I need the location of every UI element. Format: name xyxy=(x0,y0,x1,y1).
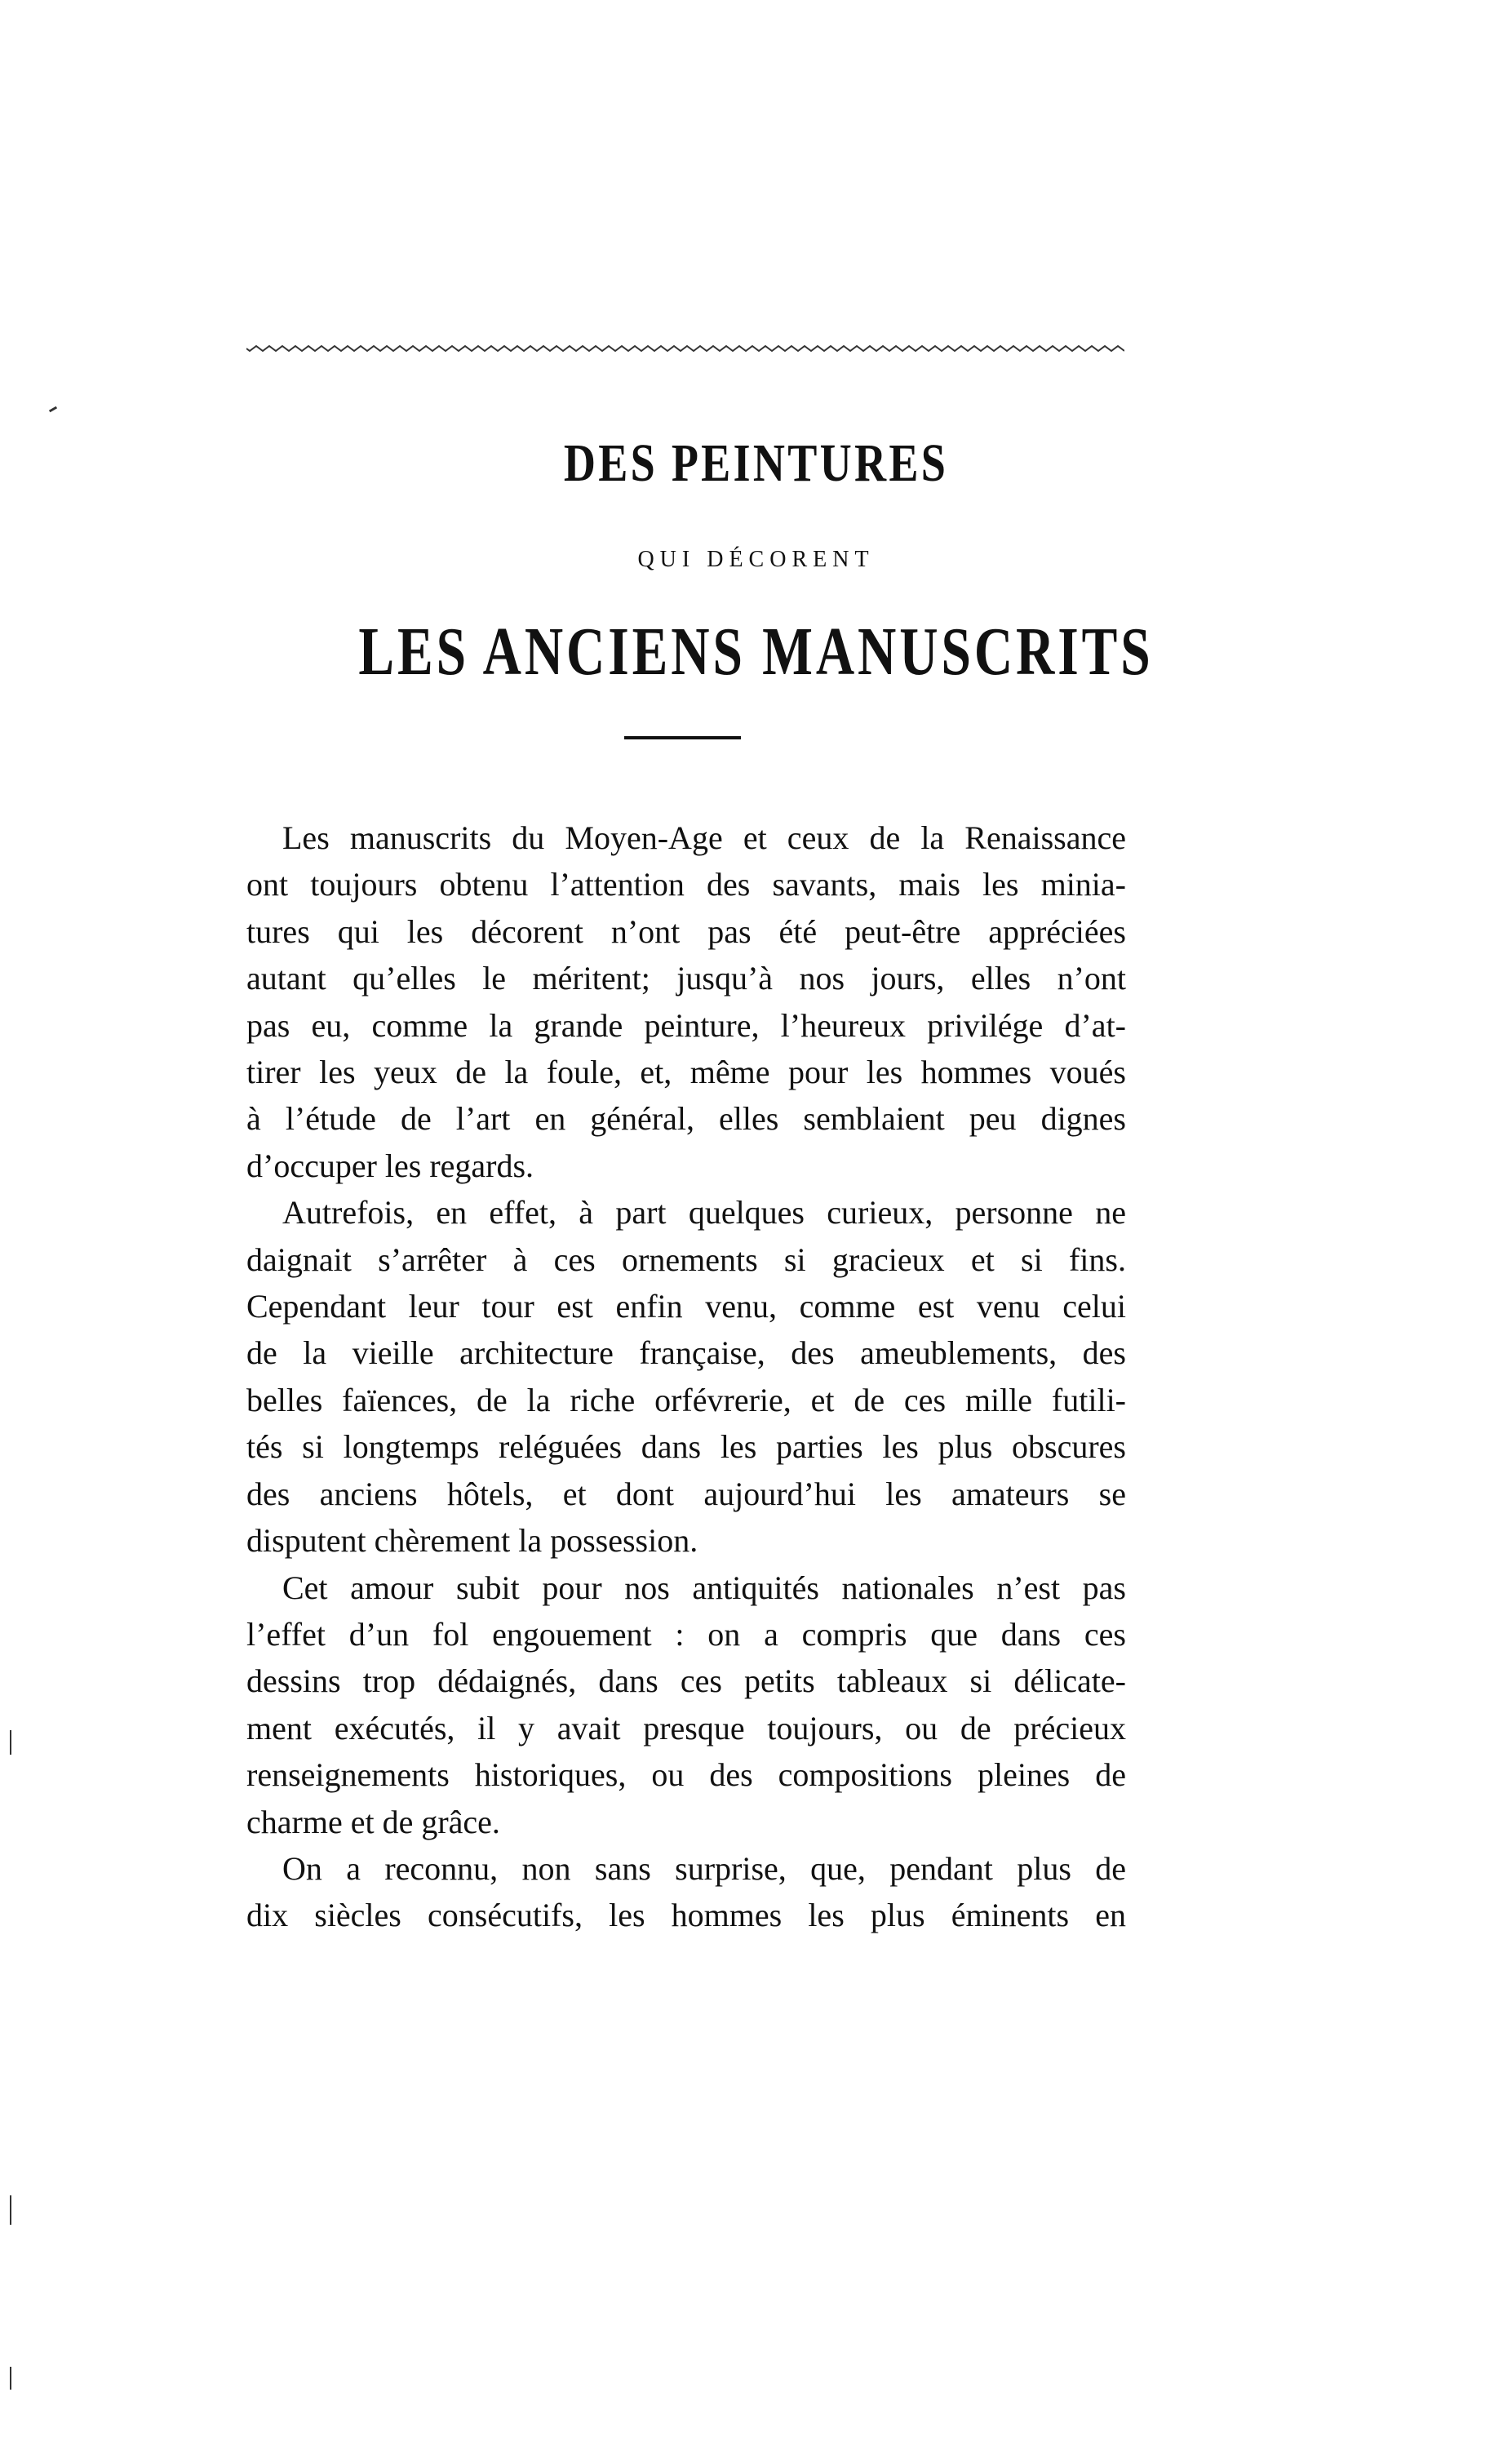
text-line: charme et de grâce. xyxy=(246,1803,500,1840)
text-line: ont toujours obtenu l’attention des savants, mais les minia- xyxy=(246,866,1126,903)
title-line-1: DES PEINTURES xyxy=(563,433,949,493)
text-line: l’effet d’un fol engouement : on a compris que dans ces xyxy=(246,1615,1126,1653)
margin-speck xyxy=(49,406,57,413)
text-line: pas eu, comme la grande peinture, l’heureux privilége d’at- xyxy=(246,1006,1126,1044)
ornamental-wavy-rule xyxy=(246,343,1124,354)
title-divider-rule xyxy=(624,736,741,739)
text-line: à l’étude de l’art en général, elles semblaient peu dignes xyxy=(246,1100,1126,1138)
text-line: dix siècles consécutifs, les hommes les plus éminents en xyxy=(246,1897,1126,1934)
text-line: On a reconnu, non sans surprise, que, pendant plus de xyxy=(282,1849,1126,1887)
text-line: Cependant leur tour est enfin venu, comme est venu celui xyxy=(246,1288,1126,1325)
text-line: renseignements historiques, ou des compositions pleines de xyxy=(246,1756,1126,1794)
margin-speck xyxy=(10,1730,11,1755)
text-line: Autrefois, en effet, à part quelques curieux, personne ne xyxy=(282,1194,1126,1232)
text-line: tirer les yeux de la foule, et, même pour les hommes voués xyxy=(246,1054,1126,1091)
text-line: tés si longtemps reléguées dans les parties les plus obscures xyxy=(246,1428,1126,1466)
text-line: dessins trop dédaignés, dans ces petits tableaux si délicate- xyxy=(246,1662,1126,1700)
text-line: des anciens hôtels, et dont aujourd’hui les amateurs se xyxy=(246,1475,1126,1512)
text-line: autant qu’elles le méritent; jusqu’à nos jours, elles n’ont xyxy=(246,960,1126,997)
subtitle: QUI DÉCORENT xyxy=(637,547,875,572)
margin-speck xyxy=(10,2195,11,2225)
text-line: belles faïences, de la riche orfévrerie, et de ces mille futili- xyxy=(246,1381,1126,1418)
text-line: Cet amour subit pour nos antiquités nationales n’est pas xyxy=(282,1569,1126,1606)
text-line: tures qui les décorent n’ont pas été peut-être appréciées xyxy=(246,912,1126,950)
text-line: Les manuscrits du Moyen-Age et ceux de la Renaissance xyxy=(282,819,1126,856)
text-line: disputent chèrement la possession. xyxy=(246,1522,698,1560)
body-text xyxy=(246,814,1126,1939)
text-line: daignait s’arrêter à ces ornements si gracieux et si fins. xyxy=(246,1241,1126,1278)
text-line: ment exécutés, il y avait presque toujours, ou de précieux xyxy=(246,1709,1126,1747)
margin-speck xyxy=(10,2367,11,2390)
title-line-2: LES ANCIENS MANUSCRITS xyxy=(358,614,1154,690)
text-line: d’occuper les regards. xyxy=(246,1147,534,1184)
text-line: de la vieille architecture française, des ameublements, des xyxy=(246,1334,1126,1372)
